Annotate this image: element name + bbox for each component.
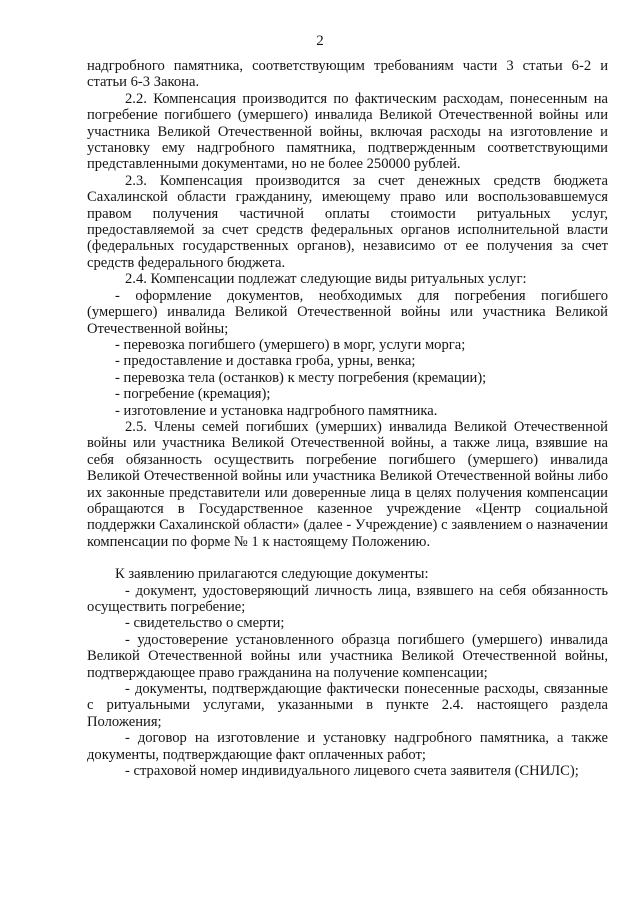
- paragraph: - документы, подтверждающие фактически понесенные расходы, связанные с ритуальными услугами, указанными в пункте 2.4. настоящего раздела Положения;: [87, 681, 608, 730]
- paragraph: - удостоверение установленного образца погибшего (умершего) инвалида Великой Отечественной войны или участника Великой Отечественной войны, подтверждающее право гражданина на получение компенсации;: [87, 631, 608, 681]
- paragraph: К заявлению прилагаются следующие документы:: [115, 566, 429, 583]
- list-item: - изготовление и установка надгробного памятника.: [115, 402, 438, 419]
- paragraph: 2.5. Члены семей погибших (умерших) инвалида Великой Отечественной войны или участника Великой Отечественной войны, а также лица, взявшие на себя обязанность осуществить погребение погибшего (умершего) инвалида Великой Отечественной войны или участника Великой Отечественной войны либо их законные представители или доверенные лица в целях получения компенсации обращаются в Государственное казенное учреждение «Центр социальной поддержки Сахалинской области» (далее - Учреждение) с заявлением о назначении компенсации по форме № 1 к настоящему Положению.: [87, 418, 608, 550]
- paragraph: - страховой номер индивидуального лицевого счета заявителя (СНИЛС);: [125, 763, 579, 780]
- list-item: - перевозка тела (останков) к месту погребения (кремации);: [115, 369, 487, 386]
- list-item: - оформление документов, необходимых для погребения погибшего (умершего) инвалида Великой Отечественной войны или участника Великой Отечественной войны;: [87, 287, 608, 337]
- paragraph: 2.3. Компенсация производится за счет денежных средств бюджета Сахалинской области гражданину, имеющему право или воспользовавшемуся правом получения частичной оплаты стоимости ритуальных услуг, предоставляемой за счет средств федеральных органов исполнительной власти (федеральных государственных органов), независимо от ее получения за счет средств федерального бюджета.: [87, 172, 608, 271]
- paragraph: надгробного памятника, соответствующим требованиям части 3 статьи 6-2 и статьи 6-3 Закона.: [87, 58, 608, 91]
- paragraph: - документ, удостоверяющий личность лица, взявшего на себя обязанность осуществить погребение;: [87, 582, 608, 615]
- document-body: [87, 58, 608, 779]
- paragraph: 2.2. Компенсация производится по фактическим расходам, понесенным на погребение погибшего (умершего) инвалида Великой Отечественной войны или участника Великой Отечественной войны, включая расходы на изготовление и установку ему надгробного памятника, подтвержденным соответствующими представленными документами, но не более 250000 рублей.: [87, 90, 608, 173]
- paragraph: - свидетельство о смерти;: [125, 615, 285, 632]
- list-item: - предоставление и доставка гроба, урны, венка;: [115, 353, 416, 370]
- list-item: - погребение (кремация);: [115, 386, 271, 403]
- paragraph: 2.4. Компенсации подлежат следующие виды ритуальных услуг:: [125, 271, 527, 288]
- page-number: 2: [316, 33, 324, 49]
- paragraph: - договор на изготовление и установку надгробного памятника, а также документы, подтверждающие факт оплаченных работ;: [87, 730, 608, 763]
- list-item: - перевозка погибшего (умершего) в морг, услуги морга;: [115, 336, 466, 353]
